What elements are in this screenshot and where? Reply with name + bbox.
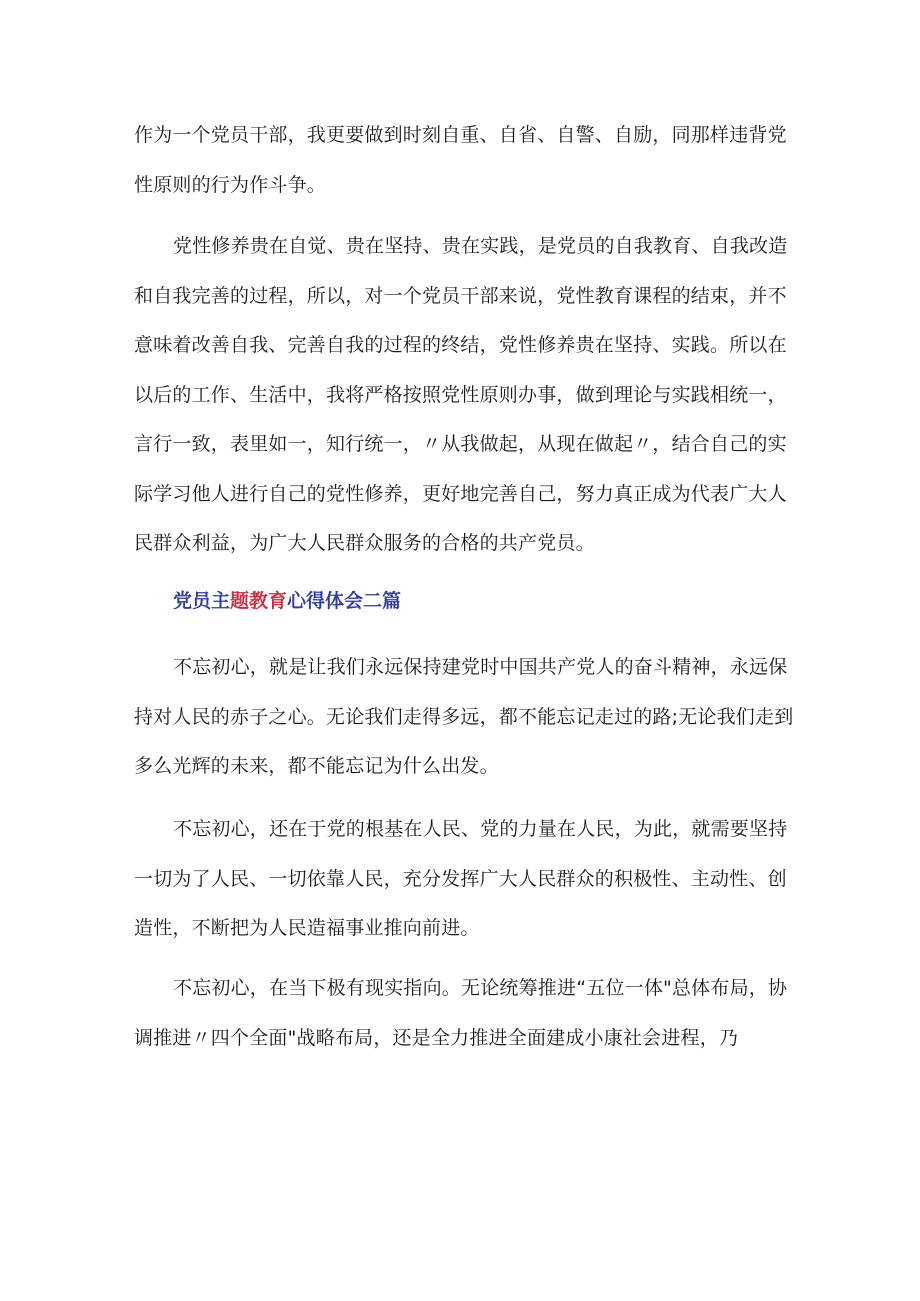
paragraph-4: 不忘初心，还在于党的根基在人民、党的力量在人民，为此，就需要坚持一切为了人民、一切依靠人民，充分发挥广大人民群众的积极性、主动性、创造性，不断把为人民造福事业推向前进。: [134, 818, 788, 939]
paragraph-3: 不忘初心，就是让我们永远保持建党时中国共产党人的奋斗精神，永远保持对人民的赤子之心。无论我们走得多远，都不能忘记走过的路;无论我们走到多么光辉的未来，都不能忘记为什么出发。: [134, 656, 794, 777]
heading-part-1: 党员主: [173, 590, 231, 612]
paragraph-2: 党性修养贵在自觉、贵在坚持、贵在实践，是党员的自我教育、自我改造和自我完善的过程，所以，对一个党员干部来说，党性教育课程的结束，并不意味着改善自我、完善自我的过程的终结，党性修养贵在坚持、实践。所以在以后的工作、生活中，我将严格按照党性原则办事，做到理论与实践相统一，言行一致，表里如一，知行统一，〃从我做起，从现在做起〃，结合自己的实际学习他人进行自己的党性修养，更好地完善自己，努力真正成为代表广大人民群众利益，为广大人民群众服务的合格的共产党员。: [134, 235, 788, 554]
heading-part-3: 心得体会二篇: [287, 590, 402, 612]
paragraph-1: 作为一个党员干部，我更要做到时刻自重、自省、自警、自励，同那样违背党性原则的行为作斗争。: [134, 124, 787, 196]
section-heading: [173, 581, 401, 621]
paragraph-5: 不忘初心，在当下极有现实指向。无论统筹推进“五位一体"总体布局，协调推进〃四个全面"战略布局，还是全力推进全面建成小康社会进程，乃: [134, 977, 788, 1049]
heading-part-2: 题教育: [230, 590, 288, 612]
